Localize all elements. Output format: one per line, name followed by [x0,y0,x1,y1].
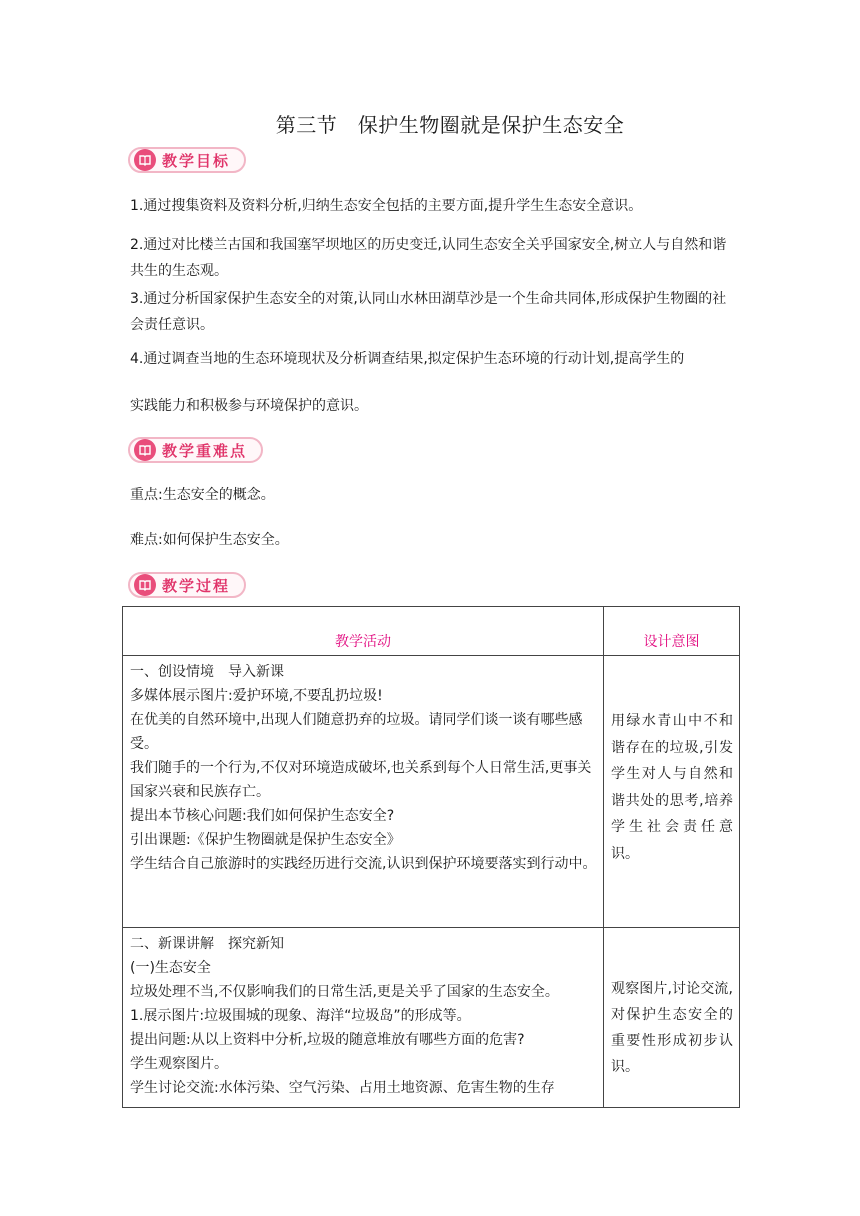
objective-4-continued: 实践能力和积极参与环境保护的意识。 [130,398,368,414]
activity-line: 二、新课讲解 探究新知 [130,936,284,952]
activity-line: 多媒体展示图片:爱护环境,不要乱扔垃圾! [130,688,383,704]
table-row [123,656,740,928]
activity-line: 一、创设情境 导入新课 [130,664,284,680]
page-title: 第三节 保护生物圈就是保护生态安全 [275,113,625,137]
activity-cell [123,928,604,1108]
activity-cell [123,656,604,928]
header-intent: 设计意图 [604,607,740,656]
header-activity: 教学活动 [123,607,604,656]
key-point: 重点:生态安全的概念。 [130,487,275,503]
table-row [123,928,740,1108]
objective-4: 4.通过调查当地的生态环境现状及分析调查结果,拟定保护生态环境的行动计划,提高学生的 [130,351,685,367]
intent-text: 观察图片,讨论交流,对保护生态安全的重要性形成初步认识。 [611,981,733,1075]
table-header-row [123,607,740,656]
section-label: 教学重难点 [162,441,248,460]
activity-line: 垃圾处理不当,不仅影响我们的日常生活,更是关乎了国家的生态安全。 [130,984,559,1000]
activity-line: 引出课题:《保护生物圈就是保护生态安全》 [130,832,401,848]
teaching-process-table [122,606,740,1108]
section-badge-objectives [128,147,246,173]
section-badge-process [128,572,246,598]
activity-line: 学生讨论交流:水体污染、空气污染、占用土地资源、危害生物的生存 [130,1080,555,1096]
section-label: 教学目标 [162,151,231,170]
objective-2: 2.通过对比楼兰古国和我国塞罕坝地区的历史变迁,认同生态安全关乎国家安全,树立人与自然和谐共生的生态观。 [130,237,727,279]
book-icon [134,439,156,461]
activity-line: 学生观察图片。 [130,1056,228,1072]
difficult-point: 难点:如何保护生态安全。 [130,532,289,548]
intent-text: 用绿水青山中不和谐存在的垃圾,引发学生对人与自然和谐共处的思考,培养学生社会责任意识。 [611,713,733,862]
book-icon [134,149,156,171]
activity-line: 提出本节核心问题:我们如何保护生态安全? [130,808,395,824]
activity-line: 在优美的自然环境中,出现人们随意扔弃的垃圾。请同学们谈一谈有哪些感受。 [130,712,583,752]
intent-cell [604,928,740,1108]
activity-line: 我们随手的一个行为,不仅对环境造成破坏,也关系到每个人日常生活,更事关国家兴衰和民族存亡。 [130,760,592,800]
objective-1: 1.通过搜集资料及资料分析,归纳生态安全包括的主要方面,提升学生生态安全意识。 [130,198,643,214]
activity-line: 学生结合自己旅游时的实践经历进行交流,认识到保护环境要落实到行动中。 [130,856,597,872]
objective-3: 3.通过分析国家保护生态安全的对策,认同山水林田湖草沙是一个生命共同体,形成保护生物圈的社会责任意识。 [130,291,727,333]
section-badge-keypoints [128,437,263,463]
activity-line: 提出问题:从以上资料中分析,垃圾的随意堆放有哪些方面的危害? [130,1032,525,1048]
activity-line: 1.展示图片:垃圾围城的现象、海洋“垃圾岛”的形成等。 [130,1008,471,1024]
section-label: 教学过程 [162,576,231,595]
activity-line: (一)生态安全 [130,960,211,976]
book-icon [134,574,156,596]
intent-cell [604,656,740,928]
